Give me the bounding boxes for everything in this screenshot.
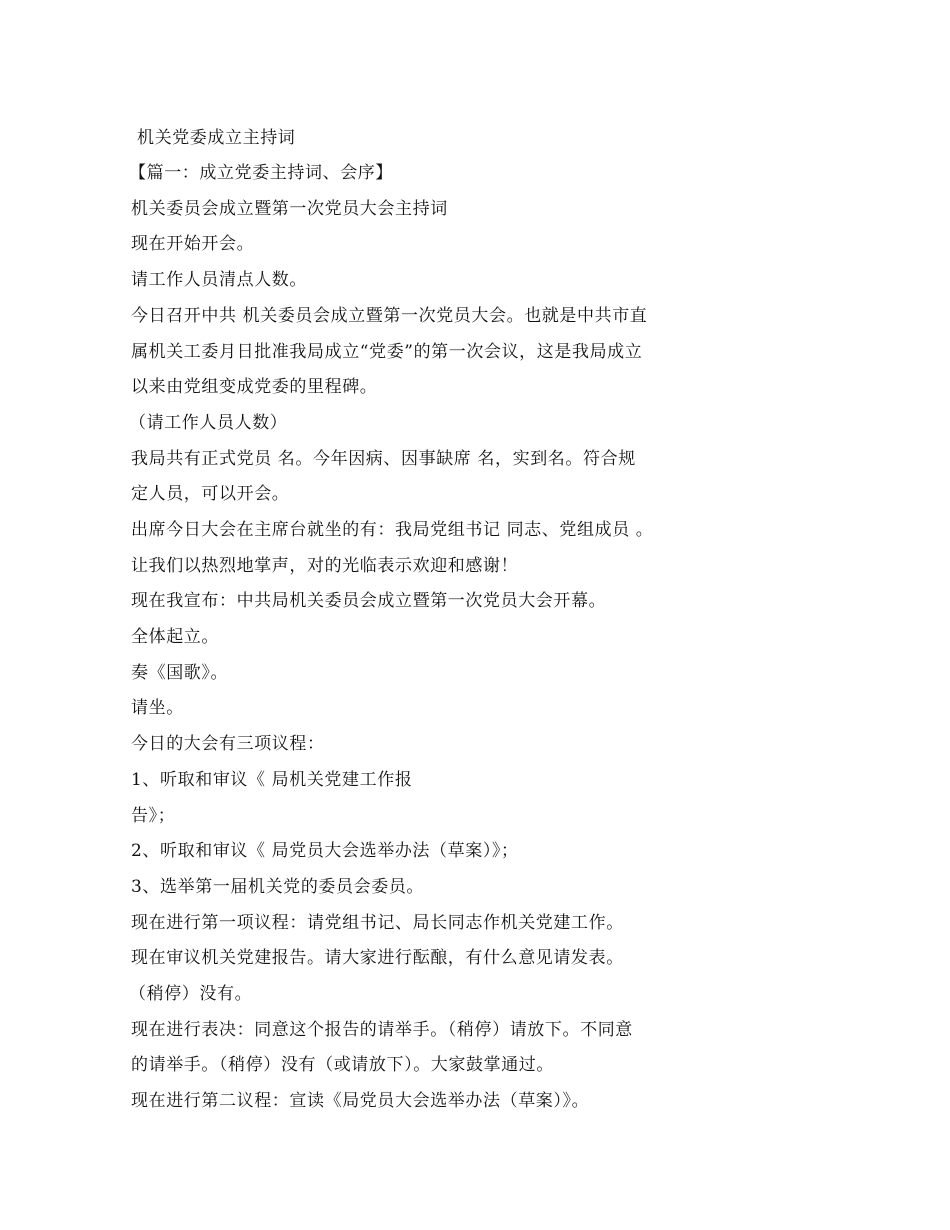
text-line: 让我们以热烈地掌声，对的光临表示欢迎和感谢！ — [131, 556, 519, 576]
text-line: （请工作人员人数） — [129, 413, 288, 433]
text-line: 现在进行第二议程：宣读《局党员大会选举办法（草案）》。 — [131, 1091, 590, 1111]
text-line: 全体起立。 — [131, 627, 219, 647]
text-line: 2、听取和审议《 局党员大会选举办法（草案）》； — [131, 841, 519, 861]
text-line: 出席今日大会在主席台就坐的有：我局党组书记 同志、党组成员 。 — [131, 520, 654, 540]
text-line: （稍停）没有。 — [129, 984, 253, 1004]
text-line: 的请举手。（稍停）没有（或请放下）。大家鼓掌通过。 — [131, 1055, 554, 1075]
text-line: 今日召开中共 机关委员会成立暨第一次党员大会。也就是中共市直 — [131, 306, 648, 326]
section-heading: 【篇一：成立党委主持词、会序】 — [129, 163, 393, 183]
text-line: 今日的大会有三项议程： — [131, 734, 325, 754]
text-line: 现在我宣布：中共局机关委员会成立暨第一次党员大会开幕。 — [131, 591, 607, 611]
text-line: 属机关工委月日批准我局成立“党委”的第一次会议，这是我局成立 — [131, 342, 643, 362]
text-line: 现在进行表决：同意这个报告的请举手。（稍停）请放下。不同意 — [131, 1020, 633, 1040]
text-line: 请坐。 — [131, 698, 184, 718]
text-line: 机关委员会成立暨第一次党员大会主持词 — [131, 199, 448, 219]
text-line: 3、选举第一届机关党的委员会委员。 — [131, 877, 425, 897]
text-line: 1、听取和审议《 局机关党建工作报 — [131, 770, 413, 790]
text-line: 现在开始开会。 — [131, 234, 255, 254]
text-line: 奏《国歌》。 — [131, 663, 229, 683]
text-line: 现在进行第一项议程：请党组书记、局长同志作机关党建工作。 — [131, 913, 624, 933]
text-line: 现在审议机关党建报告。请大家进行酝酿，有什么意见请发表。 — [131, 948, 624, 968]
text-line: 请工作人员清点人数。 — [131, 270, 307, 290]
text-line: 我局共有正式党员 名。今年因病、因事缺席 名，实到名。符合规 — [131, 449, 636, 469]
text-line: 定人员，可以开会。 — [131, 484, 290, 504]
text-line: 告》； — [131, 806, 176, 826]
document-title: 机关党委成立主持词 — [137, 128, 296, 148]
text-line: 以来由党组变成党委的里程碑。 — [131, 377, 378, 397]
